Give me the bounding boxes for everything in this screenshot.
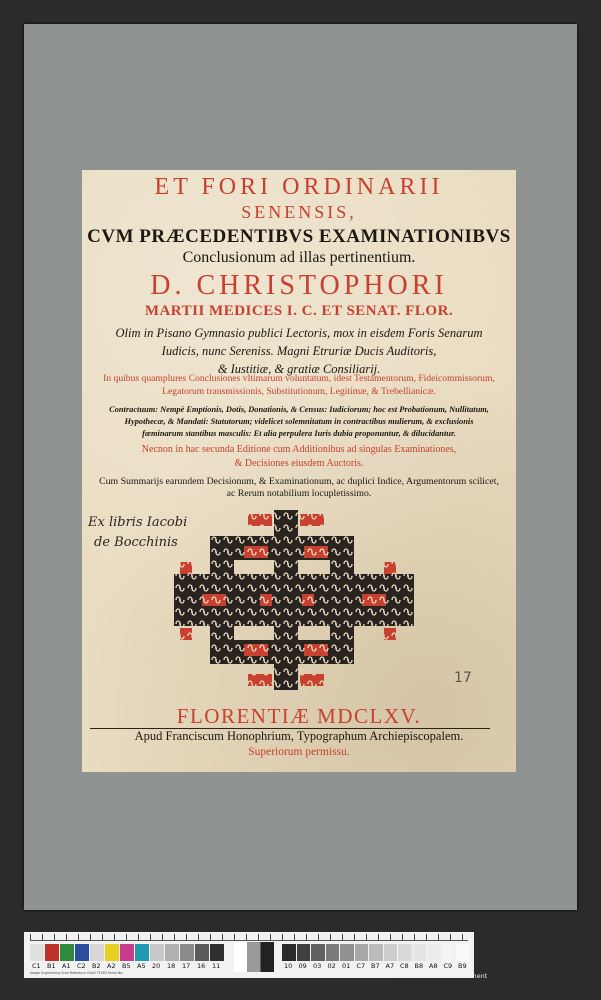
color-patch-label: A1 [62,962,71,970]
title-line-1: ET FORI ORDINARII [154,174,444,200]
color-patch-label: A8 [429,962,438,970]
color-patch-label: 10 [284,962,293,970]
printers-ornament [174,510,414,690]
imprint-permission: Superiorum permissu. [248,746,350,758]
imprint-place-date: FLORENTIÆ MDCLXV. [176,704,422,728]
content-desc-3: Contractuum: Nempè Emptionis, Dotis, Donationis, & Census: Iudiciorum; hoc est Probationum, Nullitatum, [109,405,489,414]
author-desc-3: & Iustitiæ, & gratiæ Consiliarij. [217,362,381,376]
color-patch-left-8 [150,944,164,961]
color-patch-right-0 [282,944,296,961]
color-patch-label: 11 [212,962,221,970]
ownership-inscription-line-1: Ex libris Iacobi [88,515,188,530]
color-patch-label: 09 [298,962,307,970]
color-patch-label: A5 [137,962,146,970]
color-patch-left-0 [30,944,44,961]
color-patch-left-4 [90,944,104,961]
edition-note-1: Necnon in hac secunda Editione cum Additionibus ad singulas Examinationes, [141,444,457,455]
color-patch-right-10 [427,944,441,961]
color-patch-left-12 [210,944,224,961]
content-desc-4: Hypothecæ, & Mandati: Statutorum; videlicet solemnitatum in contractibus mulierum, & exclusionis [124,417,474,426]
author-desc-2: Iudicis, nunc Sereniss. Magni Etruriæ Ducis Auditoris, [161,344,437,358]
author-name: D. CHRISTOPHORI [150,270,448,301]
pencil-mark: 17 [454,670,472,686]
scale-note: the scale towards document [395,972,488,980]
color-patch-left-6 [120,944,134,961]
color-patch-label: B2 [92,962,101,970]
color-patch-right-3 [326,944,340,961]
color-patch-right-7 [384,944,398,961]
color-patch-right-9 [413,944,427,961]
color-patch-label: C7 [356,962,366,970]
color-patch-left-9 [165,944,179,961]
color-patch-left-11 [195,944,209,961]
color-patch-left-7 [135,944,149,961]
ownership-inscription-line-2: de Bocchinis [94,535,178,550]
color-patch-right-8 [398,944,412,961]
color-patch-right-2 [311,944,325,961]
color-patch-left-3 [75,944,89,961]
color-patch-label: B5 [122,962,131,970]
color-patch-label: B9 [458,962,467,970]
color-patch-right-12 [456,944,470,961]
imprint-printer: Apud Franciscum Honophrium, Typographum Archiepiscopalem. [134,729,464,743]
color-patch-label: 01 [342,962,351,970]
color-patch-label: B1 [47,962,56,970]
ruler-scale [30,934,468,941]
color-patch-label: C2 [77,962,86,970]
content-desc-1: In quibus quamplures Conclusiones vltimarum voluntatum, idest Testamentorum, Fideicommissorum, [103,373,495,384]
color-patch-left-10 [180,944,194,961]
author-title: MARTII MEDICES I. C. ET SENAT. FLOR. [144,303,454,319]
color-patch-label: 20 [152,962,161,970]
color-patch-right-1 [297,944,311,961]
title-line-2: SENENSIS, [241,202,357,222]
color-patch-label: A2 [107,962,116,970]
color-patch-label: 17 [182,962,191,970]
color-patch-label: C9 [443,962,453,970]
title-line-3: CVM PRÆCEDENTIBVS EXAMINATIONIBVS [87,226,511,247]
color-patch-right-4 [340,944,354,961]
chart-small-note: Image Engineering Scan Reference Chart TE263 Serial No. [30,971,124,975]
content-desc-2: Legatorum transmissionis, Substitutionum, Legitimæ, & Trebellianicæ. [162,386,436,397]
gray-target [234,942,274,972]
content-desc-5: fœminarum stantibus masculis: Et alia perpulera Iuris dubia proponuntur, & dilucidantur. [142,429,456,438]
color-patch-label: 02 [327,962,336,970]
color-patch-label: B8 [414,962,424,970]
color-patch-label: B7 [371,962,380,970]
summary-note-1: Cum Summarijs earundem Decisionum, & Examinationum, ac duplici Indice, Argumentorum scilicet, [99,476,499,487]
color-patch-left-5 [105,944,119,961]
color-patch-label: C1 [32,962,41,970]
color-patch-label: 16 [197,962,206,970]
author-desc-1: Olim in Pisano Gymnasio publici Lectoris, mox in eisdem Foris Senarum [115,326,483,340]
color-patch-right-6 [369,944,383,961]
edition-note-2: & Decisiones eiusdem Auctoris. [234,458,364,469]
color-patch-right-5 [355,944,369,961]
color-patch-left-2 [60,944,74,961]
color-patch-label: 03 [313,962,322,970]
title-page [82,170,516,772]
color-patch-label: 18 [167,962,176,970]
color-patch-label: C8 [400,962,409,970]
color-patch-label: A7 [385,962,395,970]
color-patch-right-11 [442,944,456,961]
summary-note-2: ac Rerum notabilium locupletissimo. [226,488,372,499]
title-line-4: Conclusionum ad illas pertinentium. [182,249,416,266]
color-patch-left-1 [45,944,59,961]
